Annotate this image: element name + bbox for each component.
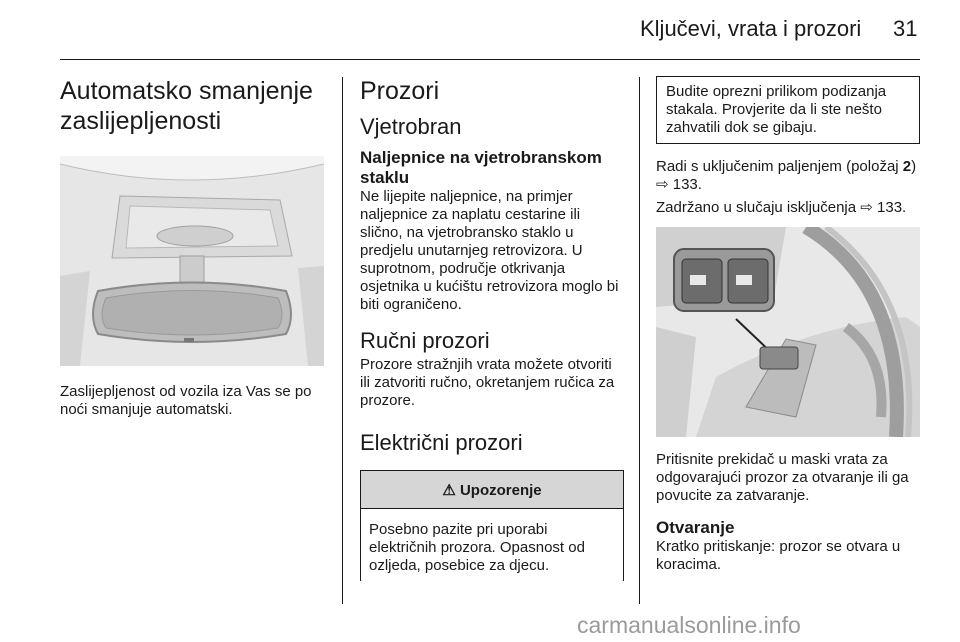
warning-triangle-icon: ⚠ <box>442 482 456 499</box>
paragraph-opening: Kratko pritiskanje: prozor se otvara u koracima. <box>656 538 901 573</box>
warning-box-body <box>361 509 623 581</box>
column-divider <box>639 77 640 604</box>
section-heading-mirror: Automatsko smanjenje zaslijepljenosti <box>60 77 313 135</box>
rearview-mirror-drawing <box>60 156 324 366</box>
rearview-mirror-illustration <box>60 156 324 366</box>
subheading-manual-windows: Ručni prozori <box>360 328 490 353</box>
warning-label: Upozorenje <box>459 482 542 499</box>
warning-continued-text: Budite oprezni prilikom podizanja stakala. Provjerite da li ste nešto zahvatili dok se gibaju. <box>666 83 887 136</box>
watermark: carmanualsonline.info <box>577 612 801 638</box>
subheading-windscreen-stickers: Naljepnice na vjetrobranskom staklu <box>360 148 602 187</box>
subheading-windscreen: Vjetrobran <box>360 114 462 139</box>
warning-box-header <box>361 471 623 509</box>
column-2 <box>360 76 625 581</box>
window-switch-drawing <box>656 227 920 437</box>
paragraph-manual-windows: Prozore stražnjih vrata možete otvoriti ili zatvoriti ručno, okretanjem ručica za prozore. <box>360 356 615 409</box>
subheading-power-windows: Električni prozori <box>360 430 523 455</box>
paragraph-mirror-description: Zaslijepljenost od vozila iza Vas se po noći smanjuje automatski. <box>60 383 312 418</box>
column-divider <box>342 77 343 604</box>
warning-box <box>360 470 624 581</box>
warning-text: Posebno pazite pri uporabi električnih prozora. Opasnost od ozljeda, posebice za djecu. <box>369 521 585 574</box>
warning-box-continued <box>656 76 920 144</box>
running-header-title: Ključevi, vrata i prozori <box>640 16 862 41</box>
page-number: 31 <box>893 16 918 41</box>
header-rule <box>60 59 920 60</box>
paragraph-ignition-retained: Zadržano u slučaju isključenja ⇨ 133. <box>656 199 907 216</box>
window-switch-illustration <box>656 227 920 437</box>
section-heading-windows: Prozori <box>360 77 440 105</box>
paragraph-switch-operation: Pritisnite prekidač u maski vrata za odgovarajući prozor za otvaranje ili ga povucite za zatvaranje. <box>656 451 909 504</box>
subheading-opening: Otvaranje <box>656 518 735 537</box>
column-3 <box>656 76 922 574</box>
paragraph-stickers: Ne lijepite naljepnice, na primjer naljepnice za naplatu cestarine ili slično, na vjetrobransko staklo u predjelu unutarnjeg retrovizora. U suprotnom, područje otkrivanja osjetnika u kućištu retrovizora moglo bi biti ograničeno. <box>360 188 619 313</box>
paragraph-ignition-on: Radi s uključenim paljenjem (položaj 2) ⇨ 133. <box>656 158 917 193</box>
column-1 <box>60 76 326 419</box>
